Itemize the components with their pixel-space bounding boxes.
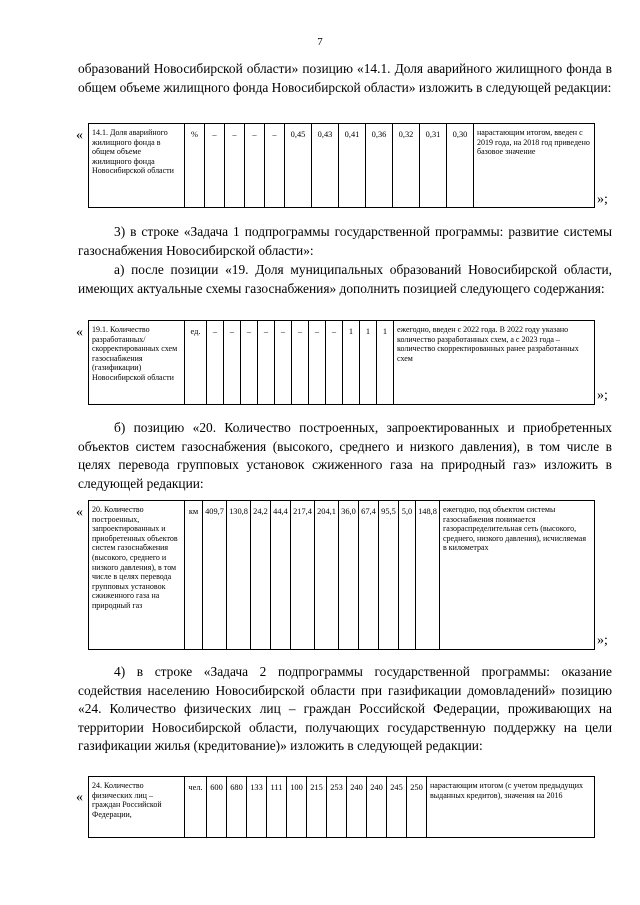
value-cell: 0,43: [312, 124, 339, 208]
page-number: 7: [317, 36, 323, 48]
value-cell: –: [205, 124, 225, 208]
value-cell: 217,4: [291, 501, 315, 650]
value-cell: 67,4: [359, 501, 379, 650]
value-cell: 24,2: [251, 501, 271, 650]
unit-cell: %: [185, 124, 205, 208]
value-cell: 5,0: [399, 501, 416, 650]
value-cell: –: [245, 124, 265, 208]
value-cell: –: [326, 321, 343, 405]
unit-cell: ед.: [185, 321, 207, 405]
value-cell: –: [258, 321, 275, 405]
value-cell: 245: [387, 777, 407, 838]
paragraph-item-a: а) после позиции «19. Доля муниципальных образований Новосибирской области, имеющих актуальные схемы газоснабжения» дополнить позицией следующего содержания:: [78, 262, 612, 296]
value-cell: 1: [377, 321, 394, 405]
value-cell: 0,31: [420, 124, 447, 208]
value-cell: 0,36: [366, 124, 393, 208]
value-cell: –: [309, 321, 326, 405]
paragraph-item-4: 4) в строке «Задача 2 подпрограммы государственной программы: оказание содействия населению Новосибирской области при газификации домовладений» позицию «24. Количество физических лиц – граждан Российской Федерации, проживающих на территории Новосибирской области, получающих государственную поддержку на цели газификации жилья (кредитование)» изложить в следующей редакции:: [78, 664, 612, 754]
value-cell: 680: [227, 777, 247, 838]
value-cell: 111: [267, 777, 287, 838]
close-quote: »;: [597, 388, 608, 403]
paragraph-item-3: 3) в строке «Задача 1 подпрограммы государственной программы: развитие системы газоснабжения Новосибирской области»:: [78, 224, 612, 258]
unit-cell: км: [185, 501, 203, 650]
amendment-table-20: [88, 500, 595, 650]
comment-cell: ежегодно, под объектом системы газоснабжения понимается газораспределительная сеть (высокого, среднего, низкого давления), исчисляемая в километрах: [440, 501, 595, 650]
table-row: [89, 501, 595, 650]
value-cell: –: [224, 321, 241, 405]
open-quote: «: [76, 325, 83, 340]
open-quote: «: [76, 505, 83, 520]
value-cell: 95,5: [379, 501, 399, 650]
value-cell: –: [265, 124, 285, 208]
value-cell: 100: [287, 777, 307, 838]
unit-cell: чел.: [185, 777, 207, 838]
table-row: [89, 777, 595, 838]
table-row: [89, 124, 595, 208]
value-cell: 0,41: [339, 124, 366, 208]
amendment-table-14-1: [88, 123, 595, 208]
paragraph-item-b: б) позицию «20. Количество построенных, запроектированных и приобретенных объектов систем газоснабжения (высокого, среднего и низкого давления), в том числе в целях перевода групповых установок сжиженного газа на природный газ» изложить в следующей редакции:: [78, 420, 612, 491]
value-cell: 253: [327, 777, 347, 838]
value-cell: 240: [367, 777, 387, 838]
value-cell: 148,8: [416, 501, 440, 650]
value-cell: 1: [343, 321, 360, 405]
value-cell: –: [241, 321, 258, 405]
amendment-table-19-1: [88, 320, 595, 405]
comment-cell: нарастающим итогом, введен с 2019 года, на 2018 год приведено базовое значение: [474, 124, 595, 208]
value-cell: 0,30: [447, 124, 474, 208]
comment-cell: ежегодно, введен с 2022 года. В 2022 году указано количество разработанных схем, а с 2023 года – количество скорректированных ранее разработанных схем: [394, 321, 595, 405]
value-cell: 130,8: [227, 501, 251, 650]
value-cell: 44,4: [271, 501, 291, 650]
open-quote: «: [76, 790, 83, 805]
indicator-name: 24. Количество физических лиц – граждан Российской Федерации,: [89, 777, 185, 838]
value-cell: 600: [207, 777, 227, 838]
indicator-name: 20. Количество построенных, запроектированных и приобретенных объектов систем газоснабжения (высокого, среднего и низкого давления), в том числе в целях перевода групповых установок сжиженного газа на природный газ: [89, 501, 185, 650]
value-cell: 240: [347, 777, 367, 838]
value-cell: 0,32: [393, 124, 420, 208]
close-quote: »;: [597, 192, 608, 207]
indicator-name: 14.1. Доля аварийного жилищного фонда в общем объеме жилищного фонда Новосибирской области: [89, 124, 185, 208]
value-cell: 1: [360, 321, 377, 405]
value-cell: 0,45: [285, 124, 312, 208]
amendment-table-24: [88, 776, 595, 838]
value-cell: 204,1: [315, 501, 339, 650]
indicator-name: 19.1. Количество разработанных/ скорректированных схем газоснабжения (газификации) Новосибирской области: [89, 321, 185, 405]
value-cell: 133: [247, 777, 267, 838]
close-quote: »;: [597, 633, 608, 648]
value-cell: –: [292, 321, 309, 405]
value-cell: –: [275, 321, 292, 405]
value-cell: 409,7: [203, 501, 227, 650]
paragraph-intro: образований Новосибирской области» позицию «14.1. Доля аварийного жилищного фонда в общем объеме жилищного фонда Новосибирской области» изложить в следующей редакции:: [78, 61, 612, 95]
value-cell: 215: [307, 777, 327, 838]
value-cell: –: [207, 321, 224, 405]
value-cell: 36,0: [339, 501, 359, 650]
value-cell: –: [225, 124, 245, 208]
open-quote: «: [76, 128, 83, 143]
comment-cell: нарастающим итогом (с учетом предыдущих выданных кредитов), значения на 2016: [427, 777, 595, 838]
table-row: [89, 321, 595, 405]
value-cell: 250: [407, 777, 427, 838]
